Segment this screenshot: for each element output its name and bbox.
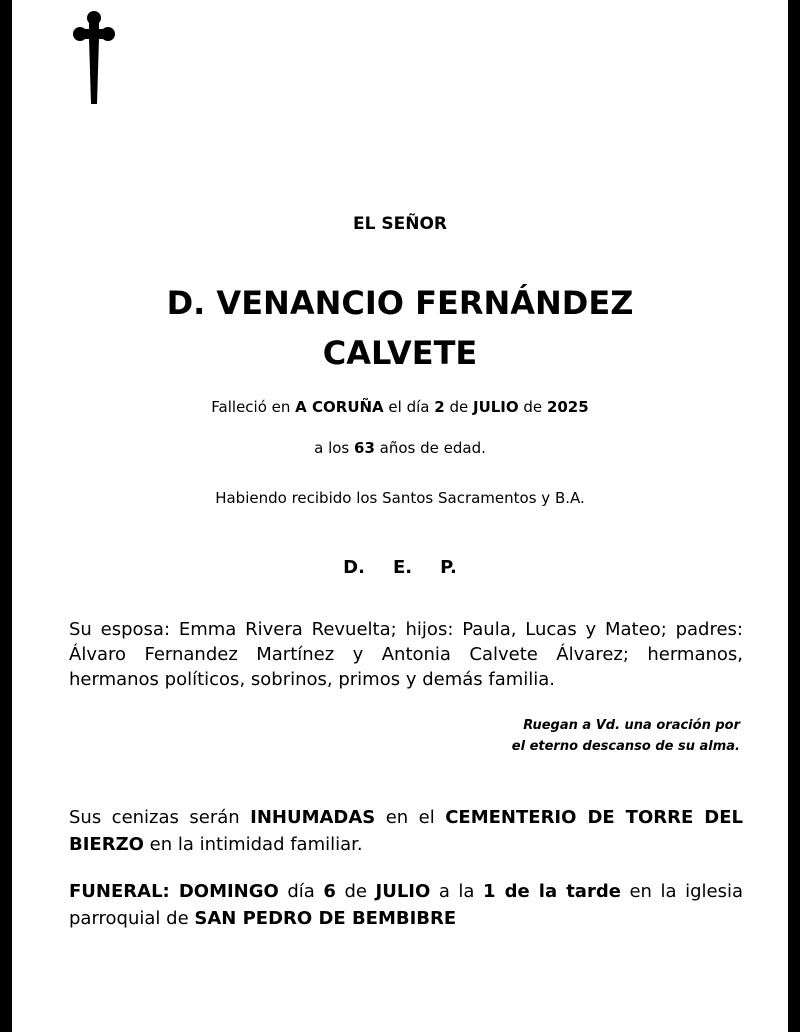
name-line-1: D. VENANCIO FERNÁNDEZ (166, 284, 634, 322)
death-day: 2 (434, 398, 445, 416)
death-year: 2025 (546, 398, 589, 416)
death-text-1: Falleció en (211, 398, 296, 416)
name-line-2: CALVETE (322, 334, 478, 372)
deceased-name (12, 278, 788, 378)
age-text-2: años de edad. (374, 439, 486, 457)
funeral-time: 1 de la tarde (483, 881, 621, 902)
ashes-action: INHUMADAS (250, 807, 376, 828)
prayer-request (392, 715, 740, 757)
funeral-day: 6 (323, 881, 336, 902)
funeral-paragraph (69, 878, 743, 932)
age-years: 63 (354, 439, 375, 457)
dep-d: D. (343, 557, 365, 578)
cross-icon (70, 8, 118, 106)
funeral-label: FUNERAL: DOMINGO (69, 881, 279, 902)
death-place: A CORUÑA (295, 398, 384, 416)
ashes-text-2: en el (375, 807, 446, 828)
funeral-text-1: día (278, 881, 324, 902)
dep-e: E. (392, 557, 413, 578)
age-info (12, 439, 788, 457)
cemetery-name: CEMENTERIO DE TORRE DEL BIERZO (69, 807, 743, 855)
dep-initials (12, 557, 788, 578)
ashes-text-1: Sus cenizas serán (69, 807, 251, 828)
family-paragraph: Su esposa: Emma Rivera Revuelta; hijos: Paula, Lucas y Mateo; padres: Álvaro Fernandez Martínez y Antonia Calvete Álvarez; hermanos, hermanos políticos, sobrinos, primos y demás familia. (69, 619, 743, 690)
funeral-text-3: a la (430, 881, 483, 902)
obituary-page (12, 0, 788, 1032)
death-text-2: el día (383, 398, 435, 416)
church-name: SAN PEDRO DE BEMBIBRE (194, 908, 457, 929)
prayer-line-1: Ruegan a Vd. una oración por (523, 718, 740, 733)
funeral-text-4: en la iglesia parroquial de (69, 881, 743, 929)
ashes-text-3: en la intimidad familiar. (143, 834, 363, 855)
sacraments-note: Habiendo recibido los Santos Sacramentos y B.A. (215, 489, 585, 507)
ashes-paragraph (69, 804, 743, 858)
dep-p: P. (440, 557, 457, 578)
funeral-month: JULIO (375, 881, 431, 902)
death-text-4: de (518, 398, 547, 416)
subtitle: EL SEÑOR (353, 214, 447, 234)
funeral-text-2: de (335, 881, 376, 902)
death-text-3: de (444, 398, 473, 416)
death-month: JULIO (472, 398, 519, 416)
prayer-line-2: el eterno descanso de su alma. (511, 739, 740, 754)
death-info (12, 398, 788, 416)
age-text-1: a los (314, 439, 355, 457)
